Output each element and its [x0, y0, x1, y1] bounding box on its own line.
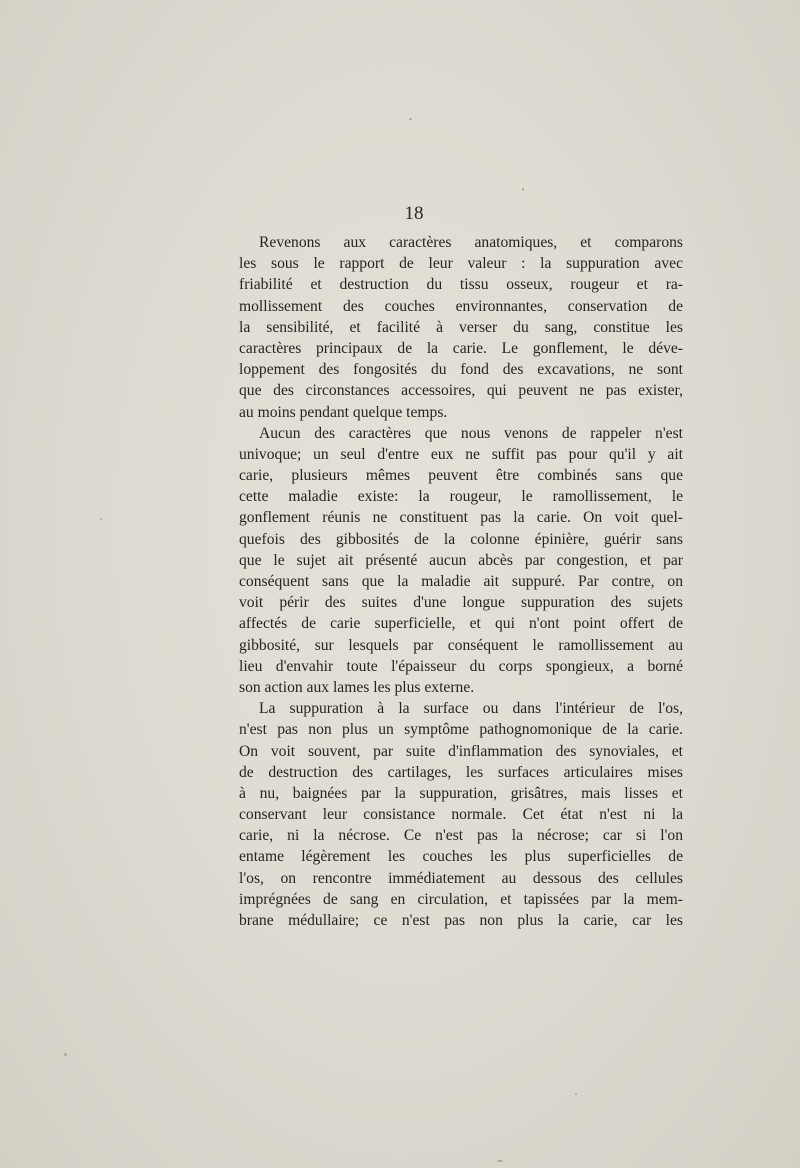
text-line: brane médullaire; ce n'est pas non plus la carie, car les [239, 912, 683, 929]
paper-speck [522, 188, 524, 191]
body-text [239, 232, 683, 931]
paper-speck [497, 1160, 503, 1162]
text-line: à nu, baignées par la suppuration, grisâtres, mais lisses et [239, 784, 683, 802]
text-line: voit périr des suites d'une longue suppuration des sujets [239, 594, 683, 612]
text-line: gonflement réunis ne constituent pas la carie. On voit quel- [239, 509, 683, 527]
text-line: entame légèrement les couches les plus superficielles de [239, 848, 683, 866]
text-line: La suppuration à la surface ou dans l'intérieur de l'os, [259, 700, 683, 718]
text-line: cette maladie existe: la rougeur, le ramollissement, le [239, 488, 683, 506]
text-line: l'os, on rencontre immédiatement au dessous des cellules [239, 869, 683, 887]
page-number: 18 [404, 203, 424, 224]
paper-speck [575, 1093, 577, 1095]
text-line: carie, plusieurs mêmes peuvent être combinés sans que [239, 467, 683, 485]
text-line: la sensibilité, et facilité à verser du sang, constitue les [239, 318, 683, 336]
text-line: conservant leur consistance normale. Cet état n'est ni la [239, 806, 683, 824]
paper-speck [64, 1053, 67, 1056]
text-line: de destruction des cartilages, les surfaces articulaires mises [239, 763, 683, 781]
text-line: univoque; un seul d'entre eux ne suffit pas pour qu'il y ait [239, 445, 683, 463]
text-line: n'est pas non plus un symptôme pathognomonique de la carie. [239, 721, 683, 739]
text-line: lieu d'envahir toute l'épaisseur du corps spongieux, a borné [239, 657, 683, 675]
text-line: carie, ni la nécrose. Ce n'est pas la nécrose; car si l'on [239, 827, 683, 845]
paragraph [239, 232, 683, 423]
text-line: que le sujet ait présenté aucun abcès par congestion, et par [239, 551, 683, 569]
text-line: conséquent sans que la maladie ait suppuré. Par contre, on [239, 573, 683, 590]
text-line: au moins pendant quelque temps. [239, 403, 448, 421]
text-line: loppement des fongosités du fond des excavations, ne sont [239, 361, 683, 379]
text-line: son action aux lames les plus externe. [239, 678, 475, 696]
paragraph [239, 423, 683, 698]
text-line: caractères principaux de la carie. Le gonflement, le déve- [239, 339, 683, 357]
paper-speck [100, 518, 102, 520]
text-line: les sous le rapport de leur valeur : la suppuration avec [239, 255, 683, 273]
text-line: mollissement des couches environnantes, conservation de [239, 297, 683, 315]
text-line: gibbosité, sur lesquels par conséquent le ramollissement au [239, 636, 683, 654]
text-line: On voit souvent, par suite d'inflammation des synoviales, et [239, 742, 683, 760]
text-line: Aucun des caractères que nous venons de rappeler n'est [259, 424, 683, 442]
text-line: imprégnées de sang en circulation, et tapissées par la mem- [239, 890, 683, 908]
text-line: Revenons aux caractères anatomiques, et comparons [259, 234, 683, 251]
text-line: affectés de carie superficielle, et qui n'ont point offert de [239, 615, 683, 633]
paragraph [239, 698, 683, 931]
text-line: friabilité et destruction du tissu osseux, rougeur et ra- [239, 276, 683, 294]
text-line: quefois des gibbosités de la colonne épinière, guérir sans [239, 530, 683, 548]
text-line: que des circonstances accessoires, qui peuvent ne pas exister, [239, 382, 683, 400]
paper-speck [409, 118, 412, 120]
